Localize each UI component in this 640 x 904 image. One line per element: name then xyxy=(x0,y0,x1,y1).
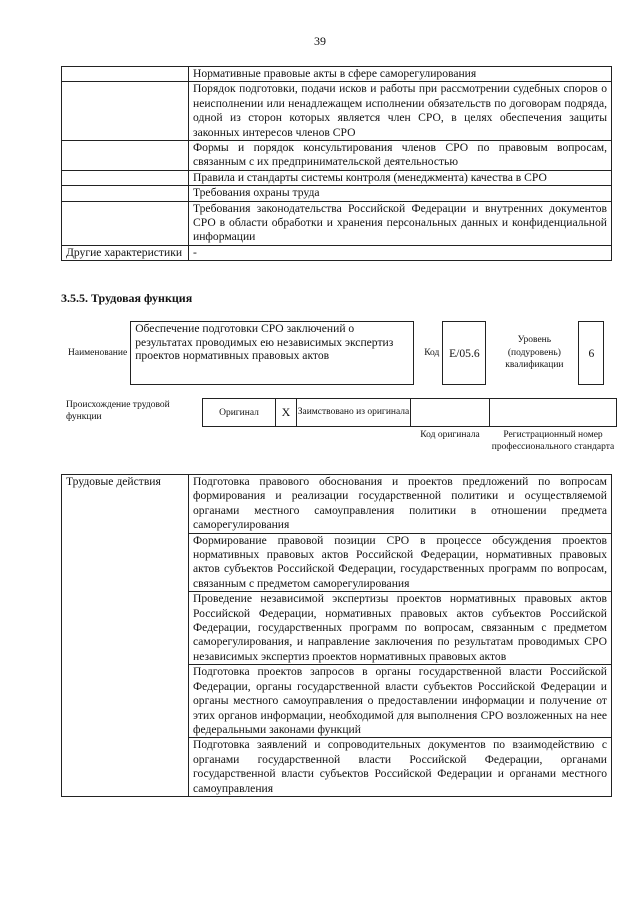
code-label: Код xyxy=(424,348,440,358)
labor-actions-label: Трудовые действия xyxy=(62,475,189,797)
original-label: Оригинал xyxy=(203,399,276,427)
row-text: Требования охраны труда xyxy=(189,186,612,201)
row-text: Правила и стандарты системы контроля (менеджмента) качества в СРО xyxy=(189,170,612,185)
row-label xyxy=(62,141,189,171)
labor-action-item: Подготовка проектов запросов в органы государственной власти Российской Федерации, органы государственной власти субъектов Российской Федерации и органы местного самоуправления о предоставлении информации и получение от этих органов информации, необходимой для выполнения СРО возложенных на нее федеральными законами функций xyxy=(189,665,612,738)
row-label-other: Другие характеристики xyxy=(62,245,189,260)
origin-label: Происхождение трудовой функции xyxy=(66,399,170,422)
function-code: E/05.6 xyxy=(443,322,486,385)
row-label xyxy=(62,170,189,185)
page-number: 39 xyxy=(314,34,326,48)
row-text: Порядок подготовки, подачи исков и работы при рассмотрении судебных споров о неисполнении или ненадлежащем исполнении обязательств по договорам подряда, одной из сторон которых является член СРО, в целях обеспечения защиты законных интересов членов СРО xyxy=(189,82,612,141)
section-heading: 3.5.5. Трудовая функция xyxy=(61,291,193,305)
name-label: Наименование xyxy=(68,348,128,358)
registration-number-cell xyxy=(490,399,617,427)
origin-table xyxy=(66,398,617,453)
labor-actions-table xyxy=(61,474,612,797)
row-label xyxy=(62,82,189,141)
row-text: Формы и порядок консультирования членов СРО по правовым вопросам, связанным с их предпринимательской деятельностью xyxy=(189,141,612,171)
table-row xyxy=(62,201,612,245)
knowledge-table xyxy=(61,66,612,261)
table-row xyxy=(62,475,612,534)
row-text: - xyxy=(189,245,612,260)
table-row xyxy=(62,82,612,141)
borrowed-label: Заимствовано из оригинала xyxy=(297,399,411,427)
row-text: Требования законодательства Российской Федерации и внутренних документов СРО в области обработки и хранения персональных данных и конфиденциальной информации xyxy=(189,201,612,245)
row-label xyxy=(62,186,189,201)
original-code-cell xyxy=(411,399,490,427)
row-text: Нормативные правовые акты в сфере саморегулирования xyxy=(189,67,612,82)
level-label: Уровень (подуровень) квалификации xyxy=(505,335,564,371)
function-name: Обеспечение подготовки СРО заключений о результатах проводимых ею независимых экспертиз проектов нормативных правовых актов xyxy=(131,322,414,385)
table-row xyxy=(62,67,612,82)
level-value: 6 xyxy=(579,322,604,385)
row-label xyxy=(62,67,189,82)
row-label xyxy=(62,201,189,245)
original-mark: X xyxy=(276,399,297,427)
code-caption: Код оригинала xyxy=(420,430,480,440)
table-row xyxy=(62,141,612,171)
labor-action-item: Проведение независимой экспертизы проектов нормативных правовых актов Российской Федерации, нормативных правовых актов субъектов Российской Федерации, государственных программ по вопросам, связанным с предметом саморегулирования, и направление заключения по результатам проводимых СРО независимых экспертиз проектов нормативных правовых актов xyxy=(189,592,612,665)
registration-caption: Регистрационный номер профессионального стандарта xyxy=(491,430,615,452)
table-row xyxy=(62,186,612,201)
labor-action-item: Формирование правовой позиции СРО в процессе обсуждения проектов нормативных правовых актов Российской Федерации, нормативных правовых актов субъектов Российской Федерации, государственных программ по вопросам, связанным с предметом саморегулирования xyxy=(189,533,612,592)
table-row xyxy=(62,245,612,260)
table-row xyxy=(62,170,612,185)
labor-action-item: Подготовка правового обоснования и проектов предложений по вопросам формирования и реализации государственной политики и осуществляемой органами местного самоуправления политики в отношении предмета саморегулирования xyxy=(189,475,612,534)
labor-action-item: Подготовка заявлений и сопроводительных документов по взаимодействию с органами государственной власти Российской Федерации, органами государственной власти субъектов Российской Федерации и органами местного самоуправления xyxy=(189,738,612,797)
function-header-table xyxy=(68,321,604,385)
